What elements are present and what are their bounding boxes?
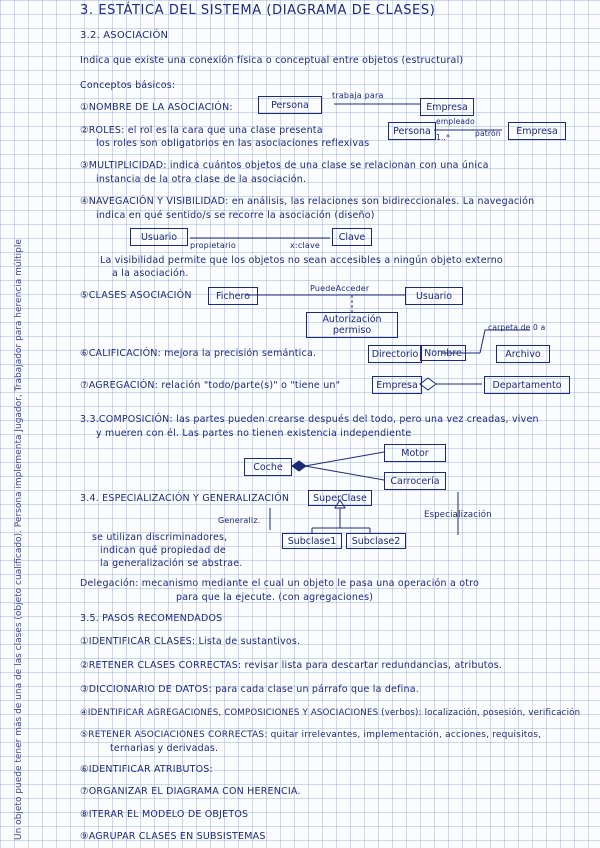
class-name: Autorización [322, 314, 382, 325]
item-text: ④NAVEGACIÓN Y VISIBILIDAD: en análisis, las relaciones son bidireccionales. La navegación [80, 196, 535, 207]
item-text: La visibilidad permite que los objetos no sean accesibles a ningún objeto externo [100, 255, 503, 266]
section-heading: 3.4. ESPECIALIZACIÓN Y GENERALIZACIÓN [80, 493, 290, 504]
section-heading: 3.5. PASOS RECOMENDADOS [80, 613, 223, 624]
role-label: x:clave [290, 241, 321, 250]
section-text: y mueren con él. Las partes no tienen existencia independiente [96, 428, 412, 439]
item-text: los roles son obligatorios en las asociaciones reflexivas [96, 138, 370, 149]
section-text: 3.3.COMPOSICIÓN: las partes pueden crearse después del todo, pero una vez creadas, viven [80, 414, 539, 425]
class-box: Motor [384, 444, 446, 462]
margin-note-text: Un objeto puede tener más de una de las clases (objeto cualificado). Persona implementa Jugador, Trabajador para herencia múltiple [14, 239, 24, 840]
class-box: Clave [332, 228, 372, 246]
class-box: Persona [258, 96, 322, 114]
role-label: empleado [436, 117, 475, 126]
item-text: ①NOMBRE DE LA ASOCIACIÓN: [80, 102, 233, 113]
delegation-text: Delegación: mecanismo mediante el cual un objeto le pasa una operación a otro [80, 578, 480, 589]
class-box: Carrocería [384, 472, 446, 490]
item-text: ⑤CLASES ASOCIACIÓN [80, 290, 192, 301]
page-title: 3. ESTÁTICA DEL SISTEMA (DIAGRAMA DE CLASES) [80, 3, 436, 18]
class-box: Empresa [508, 122, 566, 140]
class-box: Directorio [368, 345, 422, 363]
role-label: propietario [190, 241, 236, 250]
class-box: Coche [244, 458, 292, 476]
class-box: Usuario [405, 287, 463, 305]
step-item: ②RETENER CLASES CORRECTAS: revisar lista para descartar redundancias, atributos. [80, 660, 503, 671]
step-item: ③DICCIONARIO DE DATOS: para cada clase un párrafo que la defina. [80, 684, 419, 695]
generalization-label: Generaliz. [218, 516, 261, 525]
margin-note [10, 120, 38, 840]
delegation-text: para que la ejecute. (con agregaciones) [176, 592, 374, 603]
class-box: Empresa [420, 98, 474, 116]
step-item: ④IDENTIFICAR AGREGACIONES, COMPOSICIONES Y ASOCIACIONES (verbos): localización, posesión, verificación [80, 708, 581, 718]
class-attribute: permiso [332, 325, 372, 336]
item-text: indica en qué sentido/s se recorre la asociación (diseño) [96, 210, 375, 221]
item-text: ②ROLES: el rol es la cara que una clase presenta [80, 125, 323, 136]
basics-heading: Conceptos básicos: [80, 80, 176, 91]
section-text: la generalización se abstrae. [100, 558, 243, 569]
step-item: ⑤RETENER ASOCIACIONES CORRECTAS: quitar irrelevantes, implementación, acciones, requisitos, [80, 730, 542, 740]
item-text: ⑦AGREGACIÓN: relación "todo/parte(s)" o "tiene un" [80, 380, 341, 391]
item-text: instancia de la otra clase de la asociación. [96, 174, 307, 185]
class-box: Empresa [372, 376, 422, 394]
class-box: Fichero [208, 287, 258, 305]
specialization-label: Especialización [424, 510, 492, 520]
association-label: PuedeAcceder [310, 284, 370, 293]
class-box: Persona [388, 122, 436, 140]
association-class-box [306, 312, 398, 338]
multiplicity-label: 1..* [436, 133, 451, 142]
section-text: se utilizan discriminadores, [92, 532, 228, 543]
role-label: patrón [475, 129, 501, 138]
class-box: Departamento [484, 376, 570, 394]
class-box: Archivo [496, 345, 550, 363]
qualifier-box: Nombre [420, 345, 466, 361]
item-text: ⑥CALIFICACIÓN: mejora la precisión semántica. [80, 348, 317, 359]
item-text: a la asociación. [112, 268, 189, 279]
step-item: ⑧ITERAR EL MODELO DE OBJETOS [80, 809, 249, 820]
step-item: ⑨AGRUPAR CLASES EN SUBSISTEMAS [80, 831, 266, 842]
intro-text: Indica que existe una conexión física o conceptual entre objetos (estructural) [80, 55, 464, 66]
class-box: Subclase2 [346, 533, 406, 549]
class-box: SuperClase [308, 490, 372, 506]
section-heading: 3.2. ASOCIACIÓN [80, 30, 169, 41]
item-text: ③MULTIPLICIDAD: indica cuántos objetos de una clase se relacionan con una única [80, 160, 489, 171]
class-box: Usuario [130, 228, 188, 246]
class-box: Subclase1 [282, 533, 342, 549]
section-text: indican qué propiedad de [100, 545, 226, 556]
association-label: trabaja para [332, 91, 384, 100]
step-item: ⑦ORGANIZAR EL DIAGRAMA CON HERENCIA. [80, 786, 301, 797]
step-item: ternarias y derivadas. [110, 743, 219, 754]
step-item: ①IDENTIFICAR CLASES: Lista de sustantivos. [80, 636, 301, 647]
note-label: carpeta de 0 a [488, 323, 546, 332]
step-item: ⑥IDENTIFICAR ATRIBUTOS: [80, 764, 213, 775]
